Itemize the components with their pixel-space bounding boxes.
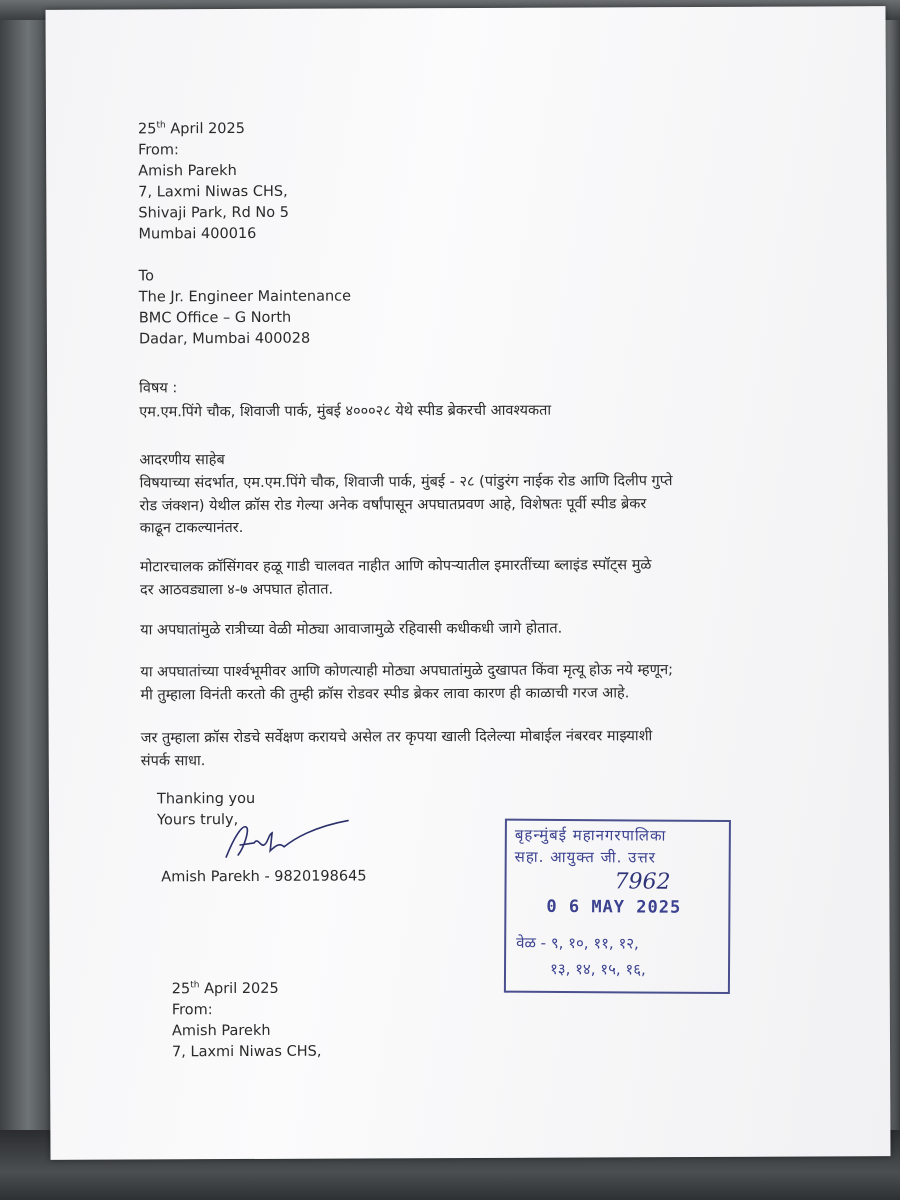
repeat-from-label: From: — [171, 1002, 213, 1019]
sender-address-line: Mumbai 400016 — [138, 225, 257, 243]
stamp-time-line-2: १३, १४, १५, १६, — [549, 959, 646, 979]
to-label: To — [138, 268, 154, 285]
sender-address-line: 7, Laxmi Niwas CHS, — [138, 183, 288, 201]
recipient-line: BMC Office – G North — [138, 309, 292, 327]
signature-line: Amish Parekh - 9820198645 — [161, 868, 367, 886]
sender-block — [138, 161, 289, 246]
stamp-date: 0 6 MAY 2025 — [546, 896, 682, 918]
recipient-line: Dadar, Mumbai 400028 — [138, 330, 311, 348]
sender-address-line: Shivaji Park, Rd No 5 — [138, 204, 289, 222]
from-label: From: — [138, 142, 179, 159]
paragraph-2 — [140, 554, 652, 601]
stamp-time-line-1: वेळ - ९, १०, ११, १२, — [516, 933, 639, 953]
paragraph-5 — [141, 725, 653, 772]
paragraph-line: मी तुम्हाला विनंती करतो की तुम्ही क्रॉस रोडवर स्पीड ब्रेकर लावा कारण ही काळाची गरज आहे. — [140, 684, 630, 703]
paragraph-line: दर आठवड्याला ४-७ अपघात होतात. — [139, 581, 334, 598]
stamp-line-2: सहा. आयुक्त जी. उत्तर — [514, 847, 656, 867]
closing-line: Thanking you — [156, 790, 256, 808]
paragraph-line: विषयाच्या संदर्भात, एम.एम.पिंगे चौक, शिवाजी पार्क, मुंबई - २८ (पांडुरंग नाईक रोड आणि दिलीप गुप्ते — [139, 473, 673, 492]
paragraph-line: काढून टाकल्यानंतर. — [139, 519, 244, 537]
recipient-line: The Jr. Engineer Maintenance — [138, 288, 352, 306]
repeat-date: 25th April 2025 — [171, 980, 279, 998]
paragraph-line: जर तुम्हाला क्रॉस रोडचे सर्वेक्षण करायचे असेल तर कृपया खाली दिलेल्या मोबाईल नंबरवर माझ्याशी — [140, 728, 653, 747]
handwritten-signature — [224, 816, 354, 867]
paragraph-line: संपर्क साधा. — [140, 752, 206, 769]
paragraph-line: रोड जंक्शन) येथील क्रॉस रोड गेल्या अनेक वर्षांपासून अपघातप्रवण आहे, विशेषतः पूर्वी स्पीड ब्रेकर — [139, 495, 647, 514]
repeat-address-line: 7, Laxmi Niwas CHS, — [172, 1043, 322, 1061]
bmc-received-stamp — [504, 819, 731, 994]
stamp-line-1: बृहन्मुंबई महानगरपालिका — [514, 825, 667, 845]
subject-label: विषय : — [139, 380, 178, 397]
subject-text: एम.एम.पिंगे चौक, शिवाजी पार्क, मुंबई ४०००२८ येथे स्पीड ब्रेकरची आवश्यकता — [139, 402, 552, 421]
sender-name: Amish Parekh — [138, 163, 237, 180]
letter-date: 25th April 2025 — [137, 120, 246, 138]
stamp-number: 7962 — [614, 869, 671, 895]
salutation: आदरणीय साहेब — [139, 452, 225, 469]
letter-sheet — [45, 6, 890, 1160]
closing-line: Yours truly, — [156, 812, 239, 829]
repeat-sender-name: Amish Parekh — [171, 1022, 271, 1040]
repeat-sender-block — [172, 1000, 322, 1064]
paragraph-line: या अपघातांच्या पार्श्वभूमीवर आणि कोणत्याही मोठ्या अपघातांमुळे दुखापत किंवा मृत्यू होऊ नये म्हणून; — [140, 662, 674, 681]
paragraph-1 — [140, 470, 673, 540]
recipient-block — [139, 287, 352, 351]
paragraph-4 — [140, 659, 673, 706]
paragraph-3: या अपघातांमुळे रात्रीच्या वेळी मोठ्या आवाजामुळे रहिवासी कधीकधी जागे होतात. — [140, 620, 563, 639]
paragraph-line: मोटारचालक क्रॉसिंगवर हळू गाडी चालवत नाहीत आणि कोपऱ्यातील इमारतींच्या ब्लाइंड स्पॉट्स मुळे — [139, 557, 652, 576]
